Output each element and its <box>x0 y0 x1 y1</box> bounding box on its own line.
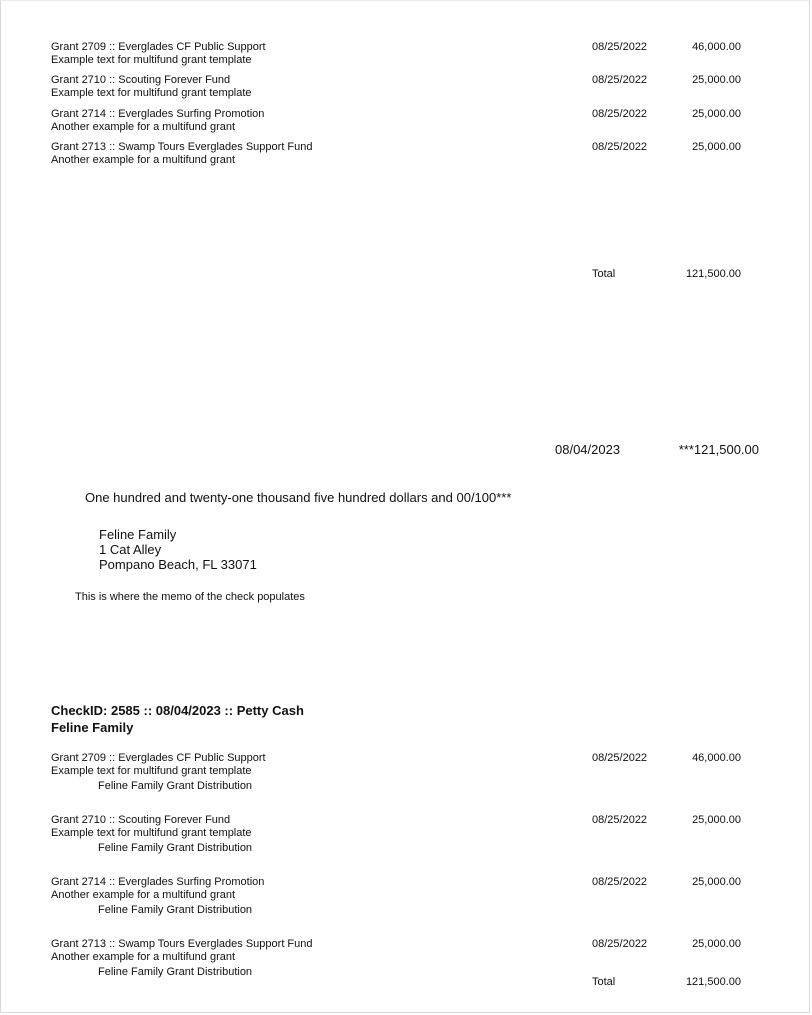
grant-title: Grant 2710 :: Scouting Forever Fund <box>51 74 231 86</box>
payee-address <box>99 527 257 572</box>
payee-city: Pompano Beach, FL 33071 <box>99 557 257 572</box>
grant-row <box>51 108 264 134</box>
amount-in-words: One hundred and twenty-one thousand five hundred dollars and 00/100*** <box>85 490 512 505</box>
grant-amount: 25,000.00 <box>692 141 741 153</box>
total-amount: 121,500.00 <box>685 268 741 280</box>
grant-row <box>51 876 264 917</box>
grant-date: 08/25/2022 <box>592 876 648 888</box>
grant-description: Example text for multifund grant template <box>51 54 252 66</box>
grant-amount: 25,000.00 <box>692 938 741 950</box>
grant-date: 08/25/2022 <box>592 814 648 826</box>
grant-description: Another example for a multifund grant <box>51 951 236 963</box>
grant-title: Grant 2709 :: Everglades CF Public Support <box>51 752 266 764</box>
total-label: Total <box>592 976 616 988</box>
stub-heading: CheckID: 2585 :: 08/04/2023 :: Petty Cash <box>51 703 304 718</box>
payee-street: 1 Cat Alley <box>99 542 162 557</box>
grant-note: Feline Family Grant Distribution <box>98 842 253 854</box>
grant-description: Another example for a multifund grant <box>51 889 236 901</box>
grant-date: 08/25/2022 <box>592 41 648 53</box>
grant-row <box>51 141 313 167</box>
grant-description: Example text for multifund grant template <box>51 827 252 839</box>
grant-title: Grant 2709 :: Everglades CF Public Support <box>51 41 266 53</box>
check-memo: This is where the memo of the check populates <box>75 591 305 603</box>
payee-name: Feline Family <box>99 527 177 542</box>
total-label: Total <box>592 268 616 280</box>
grant-title: Grant 2713 :: Swamp Tours Everglades Support Fund <box>51 938 313 950</box>
grant-title: Grant 2713 :: Swamp Tours Everglades Support Fund <box>51 141 313 153</box>
grant-amount: 25,000.00 <box>692 74 741 86</box>
grant-title: Grant 2710 :: Scouting Forever Fund <box>51 814 231 826</box>
grant-date: 08/25/2022 <box>592 938 648 950</box>
grant-title: Grant 2714 :: Everglades Surfing Promotion <box>51 876 265 888</box>
grant-amount: 46,000.00 <box>692 752 741 764</box>
stub-payee: Feline Family <box>51 720 134 735</box>
grant-amount: 25,000.00 <box>692 108 741 120</box>
check-date: 08/04/2023 <box>555 442 621 457</box>
grant-row <box>51 41 266 67</box>
grant-date: 08/25/2022 <box>592 752 648 764</box>
grant-date: 08/25/2022 <box>592 74 648 86</box>
grant-amount: 46,000.00 <box>692 41 741 53</box>
grant-amount: 25,000.00 <box>692 814 741 826</box>
grant-row <box>51 74 252 100</box>
grant-description: Another example for a multifund grant <box>51 121 236 133</box>
grant-date: 08/25/2022 <box>592 108 648 120</box>
total-amount: 121,500.00 <box>685 976 741 988</box>
grant-title: Grant 2714 :: Everglades Surfing Promotion <box>51 108 265 120</box>
grant-row <box>51 814 252 855</box>
check-amount: ***121,500.00 <box>678 442 759 457</box>
grant-note: Feline Family Grant Distribution <box>98 966 253 978</box>
grant-row <box>51 752 266 793</box>
grant-description: Example text for multifund grant template <box>51 87 252 99</box>
grant-date: 08/25/2022 <box>592 141 648 153</box>
grant-description: Another example for a multifund grant <box>51 154 236 166</box>
grant-description: Example text for multifund grant template <box>51 765 252 777</box>
grant-note: Feline Family Grant Distribution <box>98 780 253 792</box>
grant-note: Feline Family Grant Distribution <box>98 904 253 916</box>
grant-row <box>51 938 313 979</box>
grant-amount: 25,000.00 <box>692 876 741 888</box>
